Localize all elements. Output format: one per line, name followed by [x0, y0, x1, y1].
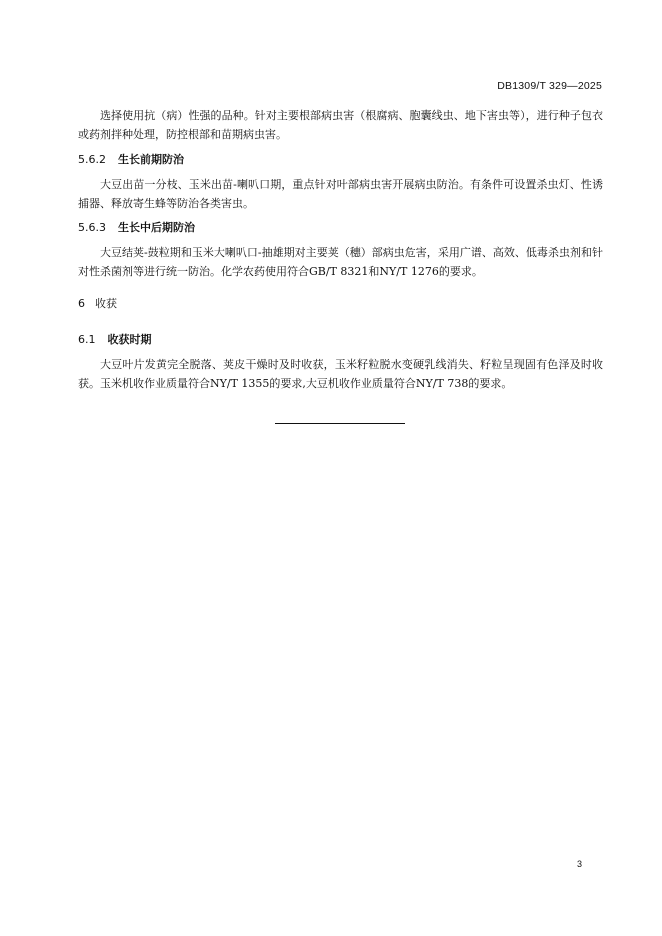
- section-title: 生长前期防治: [118, 153, 184, 166]
- page-number: 3: [577, 859, 583, 869]
- section-number: 6.1: [78, 333, 96, 346]
- end-of-document-rule: [275, 423, 405, 424]
- section-heading-5-6-3: [78, 221, 195, 235]
- section-number: 5.6.3: [78, 221, 106, 234]
- document-code: DB1309/T 329—2025: [497, 80, 602, 92]
- section-paragraph-5-6-2: 大豆出苗一分枝、玉米出苗-喇叭口期，重点针对叶部病虫害开展病虫防治。有条件可设置杀虫灯、性诱捕器、释放寄生蜂等防治各类害虫。: [78, 178, 603, 210]
- section-number: 6: [78, 297, 85, 310]
- section-heading-5-6-2: [78, 153, 184, 167]
- section-heading-6-1: [78, 333, 152, 347]
- intro-paragraph: 选择使用抗（病）性强的品种。针对主要根部病虫害（根腐病、胞囊线虫、地下害虫等），进行种子包衣或药剂拌种处理，防控根部和苗期病虫害。: [78, 109, 603, 141]
- section-heading-6: [78, 297, 117, 311]
- section-title: 生长中后期防治: [118, 221, 195, 234]
- section-number: 5.6.2: [78, 153, 106, 166]
- section-title: 收获时期: [107, 333, 152, 346]
- section-title: 收获: [95, 297, 117, 310]
- section-paragraph-6-1: 大豆叶片发黄完全脱落、荚皮干燥时及时收获，玉米籽粒脱水变硬乳线消失、籽粒呈现固有色泽及时收获。玉米机收作业质量符合NY/T 1355的要求,大豆机收作业质量符合NY/T 738的要求。: [78, 358, 603, 390]
- section-paragraph-5-6-3: 大豆结荚-鼓粒期和玉米大喇叭口-抽雄期对主要荚（穗）部病虫危害，采用广谱、高效、低毒杀虫剂和针对性杀菌剂等进行统一防治。化学农药使用符合GB/T 8321和NY/T 1276的要求。: [78, 246, 603, 278]
